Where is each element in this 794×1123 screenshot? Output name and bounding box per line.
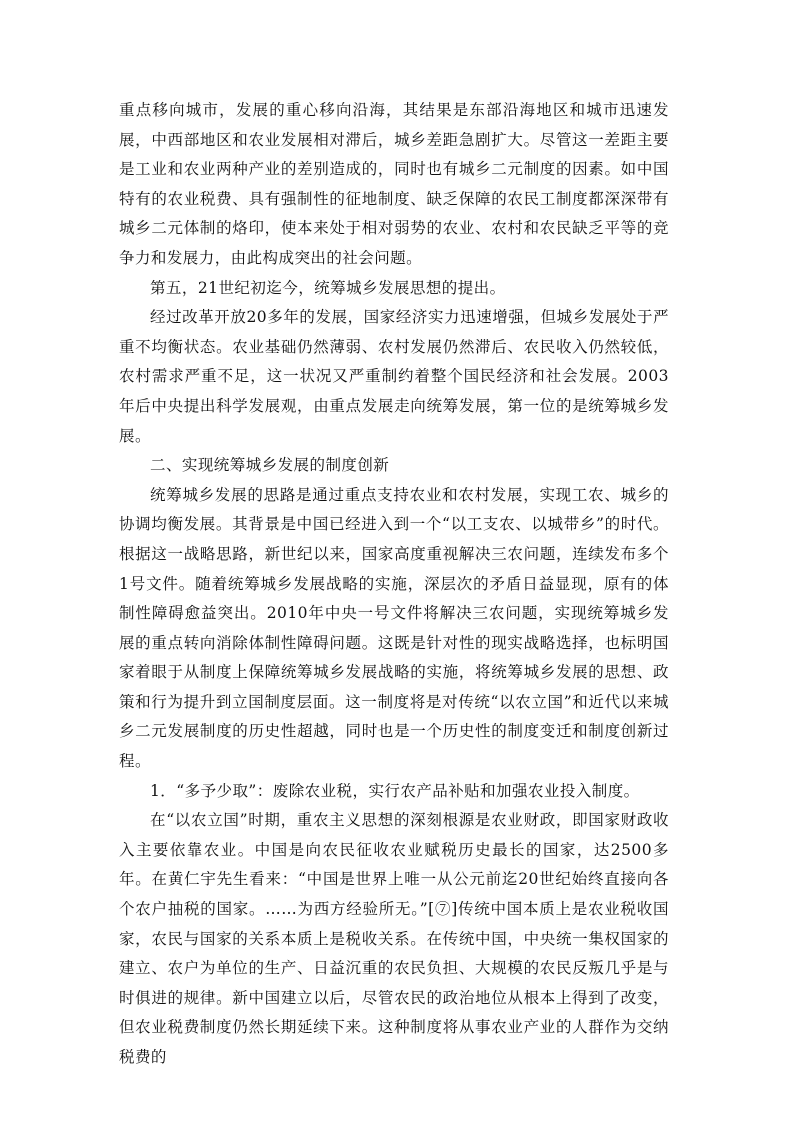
paragraph-5: 统筹城乡发展的思路是通过重点支持农业和农村发展，实现工农、城乡的协调均衡发展。其背景是中国已经进入到一个“以工支农、以城带乡”的时代。根据这一战略思路，新世纪以来，国家高度重视解决三农问题，连续发布多个1号文件。随着统筹城乡发展战略的实施，深层次的矛盾日益显现，原有的体制性障碍愈益突出。2010年中央一号文件将解决三农问题，实现统筹城乡发展的重点转向消除体制性障碍问题。这既是针对性的现实战略选择，也标明国家着眼于从制度上保障统筹城乡发展战略的实施，将统筹城乡发展的思想、政策和行为提升到立国制度层面。这一制度将是对传统“以农立国”和近代以来城乡二元发展制度的历史性超越，同时也是一个历史性的制度变迁和制度创新过程。 bbox=[119, 485, 669, 771]
paragraph-1: 重点移向城市，发展的重心移向沿海，其结果是东部沿海地区和城市迅速发展，中西部地区和农业发展相对滞后，城乡差距急剧扩大。尽管这一差距主要是工业和农业两种产业的差别造成的，同时也有城乡二元制度的因素。如中国特有的农业税费、具有强制性的征地制度、缺乏保障的农民工制度都深深带有城乡二元体制的烙印，使本来处于相对弱势的农业、农村和农民缺乏平等的竞争力和发展力，由此构成突出的社会问题。 bbox=[119, 101, 669, 267]
section-heading: 二、实现统筹城乡发展的制度创新 bbox=[150, 456, 390, 475]
paragraph-7: 在“以农立国”时期，重农主义思想的深刻根源是农业财政，即国家财政收入主要依靠农业。中国是向农民征收农业赋税历史最长的国家，达2500多年。在黄仁宇先生看来：“中国是世界上唯一从公元前迄20世纪始终直接向各个农户抽税的国家。……为西方经验所无。”[⑦]传统中国本质上是农业税收国家，农民与国家的关系本质上是税收关系。在传统中国，中央统一集权国家的建立、农户为单位的生产、日益沉重的农民负担、大规模的农民反叛几乎是与时俱进的规律。新中国建立以后，尽管农民的政治地位从根本上得到了改变，但农业税费制度仍然长期延续下来。这种制度将从事农业产业的人群作为交纳税费的 bbox=[119, 811, 669, 1066]
subsection-heading: 1．“多予少取”：废除农业税，实行农产品补贴和加强农业投入制度。 bbox=[150, 781, 640, 800]
paragraph-2: 第五，21世纪初迄今，统筹城乡发展思想的提出。 bbox=[150, 278, 506, 297]
document-body bbox=[119, 96, 669, 1073]
paragraph-3: 经过改革开放20多年的发展，国家经济实力迅速增强，但城乡发展处于严重不均衡状态。农业基础仍然薄弱、农村发展仍然滞后、农民收入仍然较低，农村需求严重不足，这一状况又严重制约着整个国民经济和社会发展。2003年后中央提出科学发展观，由重点发展走向统筹发展，第一位的是统筹城乡发展。 bbox=[119, 308, 669, 445]
